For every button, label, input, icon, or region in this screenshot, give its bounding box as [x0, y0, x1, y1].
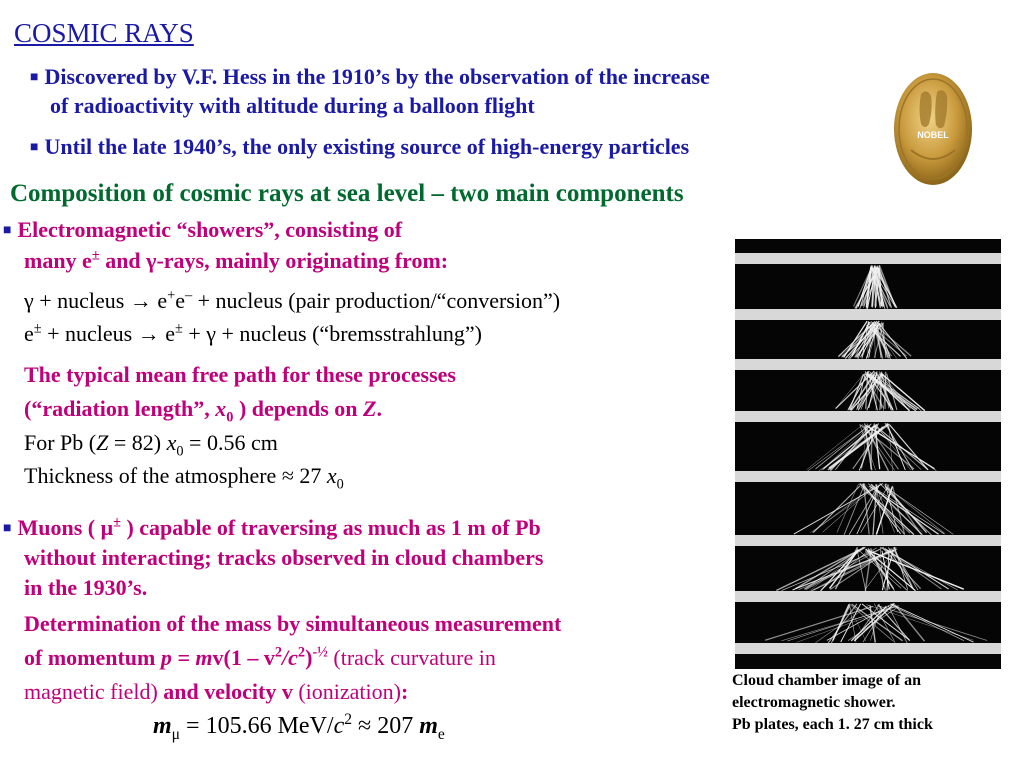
determination-line-2: of momentum $p = mv(1 - v^2/c^2)^{-\frac{1}{2}}$ (track curvature in: [24, 644, 496, 670]
bullet-icon: ■: [3, 521, 12, 536]
muons-line-2: without interacting; tracks observed in cloud chambers: [24, 545, 544, 570]
pair-production-equation: γ + nucleus → e+e– + nucleus (pair production/“conversion”): [24, 287, 561, 313]
bullet-icon: ■: [3, 223, 12, 238]
discovery-line-2: of radioactivity with altitude during a balloon flight: [50, 93, 535, 118]
shower-track: [781, 606, 898, 641]
discovery-bullet: [30, 64, 710, 90]
atmosphere-thickness: Thickness of the atmosphere ≈ 27 $x_0$: [24, 463, 344, 493]
discovery-line-1: Discovered by V.F. Hess in the 1910’s by the observation of the increase: [44, 64, 710, 89]
shower-track: [815, 605, 869, 643]
muons-bullet: ■ Muons ( μ± ) capable of traversing as much as 1 m of Pb: [3, 514, 541, 540]
shower-track: [816, 426, 869, 469]
shower-track: [895, 605, 925, 641]
bullet-icon: ■: [30, 140, 39, 155]
pb-radiation-length: For Pb (Z = 82) $x_0 = 0.56$ cm: [24, 430, 278, 460]
medal-label: NOBEL: [917, 130, 949, 140]
shower-track: [891, 604, 974, 642]
lead-plate: [735, 359, 1001, 370]
mfp-line-1: The typical mean free path for these processes: [24, 362, 456, 387]
em-line-2: many e± and γ-rays, mainly originating from:: [24, 247, 449, 273]
composition-heading: Composition of cosmic rays at sea level – two main components: [10, 180, 684, 207]
caption-line-3: Pb plates, each 1. 27 cm thick: [732, 716, 933, 733]
cloud-chamber-image: [735, 239, 1001, 669]
shower-track: [889, 423, 893, 471]
bullet-icon: ■: [30, 70, 39, 85]
lead-plate: [735, 411, 1001, 422]
shower-track: [880, 547, 957, 590]
muons-line-3: in the 1930’s.: [24, 575, 148, 600]
lead-plate: [735, 471, 1001, 482]
shower-track: [833, 604, 849, 640]
shower-track: [885, 486, 926, 532]
determination-line-3: magnetic field) and velocity v (ionization):: [24, 679, 409, 704]
lead-plate: [735, 253, 1001, 264]
lead-plate: [735, 535, 1001, 546]
shower-track: [813, 486, 860, 533]
lead-plate: [735, 309, 1001, 320]
shower-track: [776, 548, 864, 591]
shower-track: [836, 374, 864, 409]
until-text: Until the late 1940’s, the only existing source of high-energy particles: [44, 134, 690, 159]
lead-plate: [735, 591, 1001, 602]
shower-track: [875, 424, 910, 470]
shower-track: [806, 547, 884, 589]
determination-line-1: Determination of the mass by simultaneous measurement: [24, 611, 562, 636]
caption-line-1: Cloud chamber image of an: [732, 672, 922, 689]
mfp-line-2: (“radiation length”, $x_0$ ) depends on Z.: [24, 396, 382, 426]
em-line-1: Electromagnetic “showers”, consisting of: [17, 217, 403, 242]
bremsstrahlung-equation: e± + nucleus → e± + γ + nucleus (“bremsstrahlung”): [24, 320, 482, 346]
muon-mass-formula: $m_\mu = 105.66$ MeV/$c^2 \approx 207$ $m_e$: [153, 711, 445, 743]
until-bullet: [30, 134, 689, 160]
em-bullet: [3, 217, 402, 243]
lead-plate: [735, 643, 1001, 654]
slide-title: COSMIC RAYS: [14, 18, 194, 48]
caption-line-2: electromagnetic shower.: [732, 694, 896, 711]
shower-track: [880, 374, 909, 411]
nobel-medal-image: [893, 72, 973, 187]
